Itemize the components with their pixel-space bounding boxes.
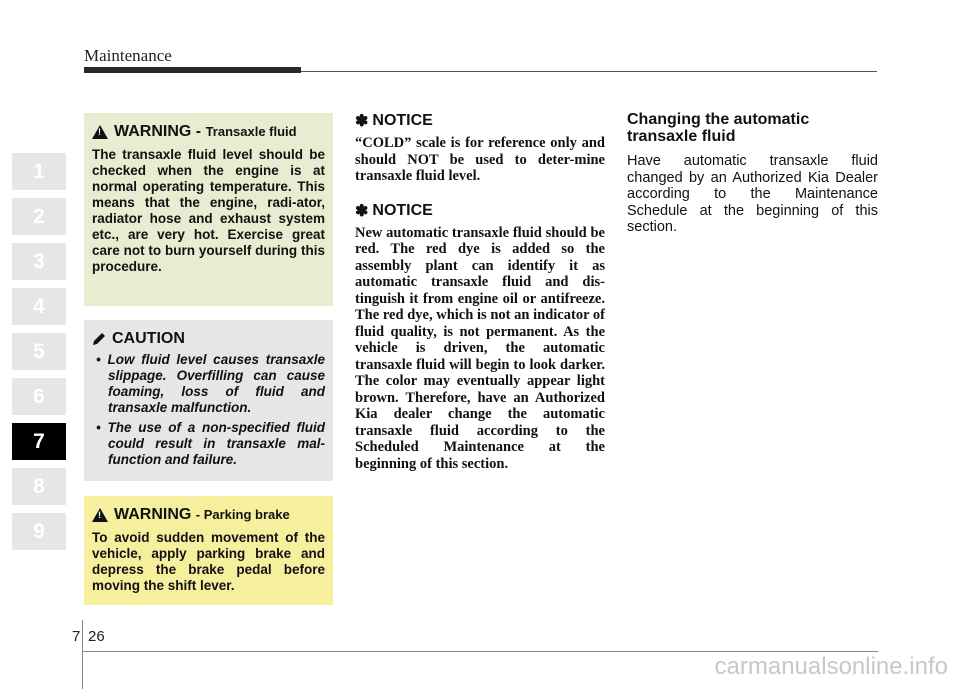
warning-label: WARNING - [114,123,202,140]
chapter-tab-6[interactable]: 6 [12,378,66,415]
warning-parking-box [84,496,333,605]
notice-heading [355,201,605,221]
notice-cold-text: “COLD” scale is for reference only and should NOT be used to deter-mine transaxle fluid level. [355,135,605,184]
section-text: Have automatic transaxle fluid changed by an Authorized Kia Dealer according to the Maintenance Schedule at the beginning of this section. [627,153,878,235]
notice-star-icon: ✽ [355,113,369,130]
chapter-tab-4[interactable]: 4 [12,288,66,325]
section-column [627,111,878,236]
page-header-title: Maintenance [84,46,172,65]
footer-line [82,651,878,652]
notice-label: NOTICE [372,201,433,219]
warning-parking-heading [92,506,325,524]
chapter-tab-2[interactable]: 2 [12,198,66,235]
chapter-tab-8[interactable]: 8 [12,468,66,505]
watermark: carmanualsonline.info [714,653,948,680]
header-line [301,71,877,72]
chapter-tab-5[interactable]: 5 [12,333,66,370]
section-title: Changing the automatic transaxle fluid [627,111,810,145]
footer-page-number: 26 [88,628,105,645]
caution-label: CAUTION [112,330,185,347]
warning-triangle-icon [92,508,108,522]
warning-triangle-icon [92,125,108,139]
pencil-icon [92,332,106,346]
header-bar [84,67,301,73]
notice-red-dye-text: New automatic transaxle fluid should be red. The red dye is added so the assembly plant can identify it as automatic transaxle fluid and dis-tinguish it from engine oil or antifreeze. The red dye, which is not an indicator of fluid quality, is not permanent. As the vehicle is driven, the automatic transaxle fluid will begin to look darker. The color may eventually appear light brown. Therefore, have an Authorized Kia dealer change the automatic transaxle fluid according to the Scheduled Maintenance at the beginning of this section. [355,224,605,472]
warning-subject: Transaxle fluid [205,124,297,139]
footer-separator [82,620,83,689]
notice-label: NOTICE [372,112,433,129]
chapter-tab-1[interactable]: 1 [12,153,66,190]
caution-bullet: • The use of a non-specified fluid could result in transaxle mal-function and failure. [96,420,325,467]
warning-label: WARNING [114,506,192,523]
warning-subject: - Parking brake [195,507,290,522]
caution-box [84,320,333,481]
footer-chapter-number: 7 [72,628,81,645]
chapter-tab-7[interactable]: 7 [12,423,66,460]
notice-column [355,111,605,488]
warning-transaxle-heading [92,123,325,141]
warning-parking-text: To avoid sudden movement of the vehicle, apply parking brake and depress the brake pedal before moving the shift lever. [92,530,325,593]
warning-transaxle-text: The transaxle fluid level should be checked when the engine is at normal operating temperature. This means that the engine, radi-ator, radiator hose and exhaust system etc., are very hot. Exercise great care not to burn yourself during this procedure. [92,147,325,274]
notice-heading [355,111,605,131]
warning-transaxle-box [84,113,333,306]
chapter-tab-3[interactable]: 3 [12,243,66,280]
chapter-tab-9[interactable]: 9 [12,513,66,550]
notice-star-icon: ✽ [355,202,369,220]
caution-bullet: • Low fluid level causes transaxle slippage. Overfilling can cause foaming, loss of fluid and transaxle malfunction. [96,352,325,415]
caution-heading [92,330,325,348]
chapter-tabs [12,153,66,558]
